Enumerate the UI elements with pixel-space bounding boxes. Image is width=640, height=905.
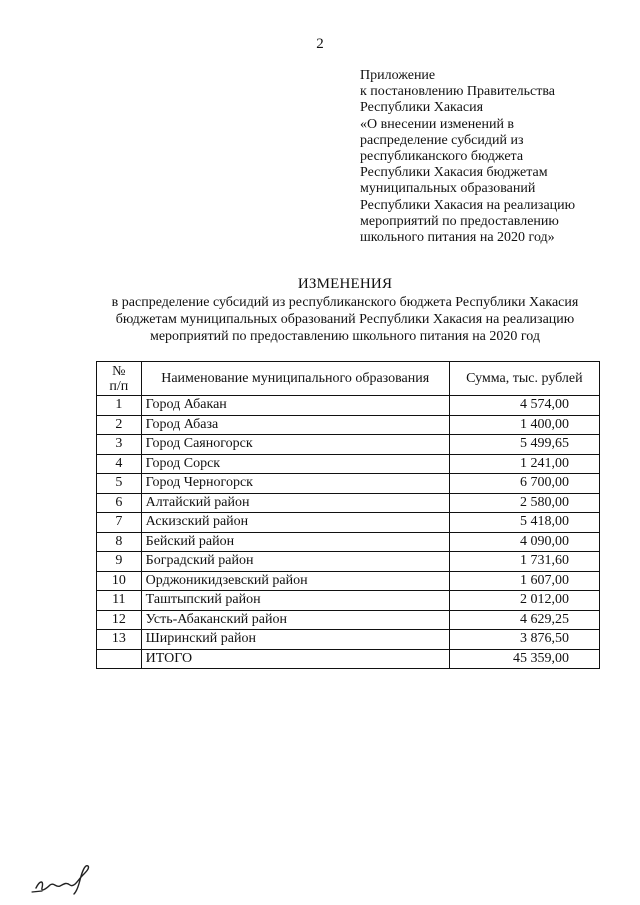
appendix-line: Республики Хакасия [360,100,484,116]
subsidy-table [96,361,600,669]
appendix-line: республиканского бюджета [360,149,524,165]
appendix-line: Республики Хакасия бюджетам [360,165,548,181]
cell-name: Город Саяногорск [141,435,449,455]
cell-number: 6 [97,493,142,513]
table-row [97,493,600,513]
appendix-block [360,68,620,246]
table-row [97,454,600,474]
cell-sum: 1 607,00 [449,571,599,591]
cell-number: 2 [97,415,142,435]
table-header-row [97,362,600,396]
cell-sum: 1 731,60 [449,552,599,572]
cell-name: Алтайский район [141,493,449,513]
cell-number: 13 [97,630,142,650]
table-row [97,591,600,611]
header-name: Наименование муниципального образования [141,362,449,396]
document-title: ИЗМЕНЕНИЯ [297,276,393,292]
table-row [97,513,600,533]
table-row [97,435,600,455]
appendix-line: распределение субсидий из [360,132,524,148]
cell-name: Город Сорск [141,454,449,474]
cell-sum: 4 574,00 [449,396,599,416]
cell-number: 1 [97,396,142,416]
appendix-line: Республики Хакасия на реализацию [360,197,576,213]
table-row [97,532,600,552]
header-number-line2: п/п [109,378,129,394]
cell-name: ИТОГО [141,649,449,669]
cell-number: 5 [97,474,142,494]
appendix-line: к постановлению Правительства [360,84,556,100]
subtitle-line: в распределение субсидий из республиканского бюджета Республики Хакасия [111,295,579,310]
cell-number: 8 [97,532,142,552]
table-row [97,610,600,630]
cell-sum: 45 359,00 [449,649,599,669]
table-row [97,630,600,650]
cell-name: Аскизский район [141,513,449,533]
cell-name: Город Абаза [141,415,449,435]
cell-sum: 5 418,00 [449,513,599,533]
header-number [97,362,142,396]
cell-number: 7 [97,513,142,533]
cell-name: Усть-Абаканский район [141,610,449,630]
cell-number: 12 [97,610,142,630]
cell-name: Орджоникидзевский район [141,571,449,591]
cell-name: Боградский район [141,552,449,572]
cell-name: Город Черногорск [141,474,449,494]
appendix-line: Приложение [360,68,436,83]
cell-number [97,649,142,669]
cell-name: Ширинский район [141,630,449,650]
cell-sum: 4 629,25 [449,610,599,630]
page-number: 2 [316,36,324,52]
cell-sum: 5 499,65 [449,435,599,455]
appendix-line: школьного питания на 2020 год» [360,230,555,246]
cell-sum: 2 580,00 [449,493,599,513]
cell-number: 9 [97,552,142,572]
cell-sum: 6 700,00 [449,474,599,494]
subtitle-line: мероприятий по предоставлению школьного питания на 2020 год [149,329,541,344]
cell-name: Бейский район [141,532,449,552]
cell-sum: 3 876,50 [449,630,599,650]
header-number-line1: № [112,363,126,379]
cell-sum: 1 241,00 [449,454,599,474]
document-subtitle [0,294,640,345]
subtitle-line: бюджетам муниципальных образований Республики Хакасия на реализацию [115,312,575,327]
table-row [97,552,600,572]
table-row [97,474,600,494]
signature-icon [30,858,110,898]
table-body [97,396,600,669]
cell-name: Таштыпский район [141,591,449,611]
cell-sum: 4 090,00 [449,532,599,552]
cell-sum: 1 400,00 [449,415,599,435]
appendix-line: муниципальных образований [360,181,536,197]
cell-name: Город Абакан [141,396,449,416]
cell-number: 10 [97,571,142,591]
table-row [97,396,600,416]
total-row [97,649,600,669]
cell-number: 3 [97,435,142,455]
cell-number: 4 [97,454,142,474]
header-sum: Сумма, тыс. рублей [449,362,599,396]
table-row [97,571,600,591]
cell-sum: 2 012,00 [449,591,599,611]
appendix-line: «О внесении изменений в [360,116,515,132]
table-row [97,415,600,435]
appendix-line: мероприятий по предоставлению [360,213,559,229]
cell-number: 11 [97,591,142,611]
